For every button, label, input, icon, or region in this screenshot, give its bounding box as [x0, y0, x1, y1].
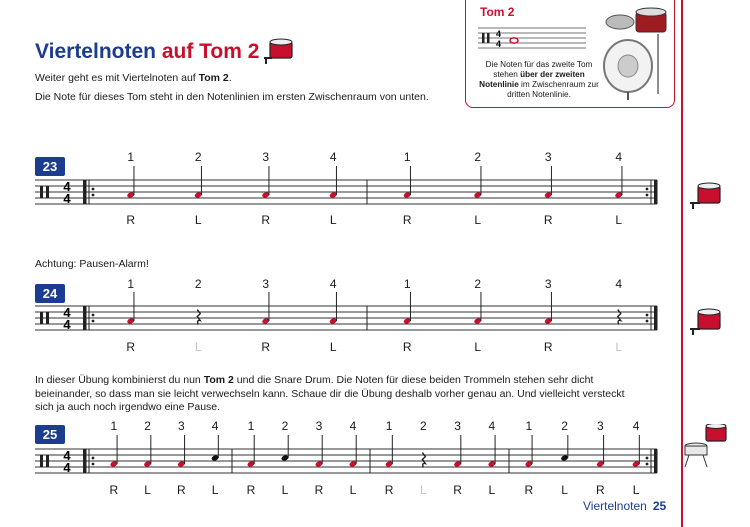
- beat-count: 2: [474, 277, 482, 291]
- sticking-letter: L: [144, 483, 151, 497]
- info-title: Tom 2: [480, 5, 515, 19]
- sticking-letter: L: [615, 213, 623, 227]
- sticking-letter: R: [596, 483, 605, 497]
- time-signature-top: 4: [63, 179, 71, 194]
- sticking-letter: R: [126, 340, 136, 354]
- sticking-letter: L: [632, 483, 640, 497]
- beat-count: 3: [262, 150, 270, 164]
- beat-count: 2: [144, 419, 151, 433]
- beat-count: 1: [110, 419, 118, 433]
- sticking-letter: R: [314, 483, 324, 497]
- page-footer: [583, 499, 666, 513]
- beat-count: 4: [349, 419, 357, 433]
- tom-drum-icon: [688, 182, 722, 210]
- time-signature-bottom: 4: [63, 317, 71, 332]
- beat-count: 3: [315, 419, 323, 433]
- sticking-letter: L: [474, 213, 482, 227]
- sticking-letter: L: [420, 483, 427, 497]
- snare-and-tom-icon: [680, 424, 730, 468]
- sticking-letter: R: [246, 483, 256, 497]
- sticking-letter: R: [524, 483, 534, 497]
- beat-count: 4: [632, 419, 640, 433]
- pause-alert-label: Achtung: Pausen-Alarm!: [35, 258, 149, 270]
- time-signature-top: 4: [63, 448, 71, 463]
- page-number: 25: [652, 499, 667, 513]
- repeat-dot: [92, 463, 95, 466]
- exercise-number-24: 24: [35, 284, 65, 303]
- sticking-letter: L: [349, 483, 357, 497]
- beat-count: 3: [178, 419, 185, 433]
- exercise-25-paragraph: In dieser Übung kombinierst du nun Tom 2 und die Snare Drum. Die Noten für diese beiden Trommeln stehen sehr dicht beieinander, so dass man sie leicht verwechseln kann. Schaue dir die Übung deshalb vorher genau an. Und vielleicht versteckt sich ja auch noch irgendwo eine Pause.: [35, 374, 625, 413]
- beat-count: 3: [544, 277, 552, 291]
- percussion-clef-bar: [46, 455, 49, 467]
- beat-count: 1: [127, 150, 135, 164]
- page-edge-line: [681, 0, 683, 527]
- sticking-letter: R: [261, 340, 271, 354]
- exercise-number-25: 25: [35, 425, 65, 444]
- svg-text:4: 4: [496, 39, 502, 49]
- sticking-letter: R: [126, 213, 136, 227]
- beat-count: 2: [194, 277, 202, 291]
- beat-count: 2: [281, 419, 289, 433]
- sticking-letter: L: [211, 483, 219, 497]
- time-signature-top: 4: [63, 305, 71, 320]
- beat-count: 4: [615, 150, 623, 164]
- sticking-letter: R: [543, 340, 553, 354]
- sticking-letter: R: [453, 483, 462, 497]
- sticking-letter: R: [109, 483, 119, 497]
- repeat-end-thick: [654, 449, 658, 473]
- repeat-dot: [646, 463, 649, 466]
- beat-count: 2: [474, 150, 482, 164]
- beat-count: 4: [329, 150, 337, 164]
- tom-drum-icon: [688, 308, 722, 336]
- beat-count: 4: [211, 419, 219, 433]
- beat-count: 2: [420, 419, 427, 433]
- sticking-letter: L: [194, 340, 202, 354]
- sticking-letter: L: [615, 340, 623, 354]
- beat-count: 3: [262, 277, 270, 291]
- beat-count: 2: [561, 419, 568, 433]
- repeat-dot: [92, 457, 95, 460]
- title-part-2: auf Tom 2: [161, 40, 260, 63]
- sticking-letter: L: [474, 340, 482, 354]
- repeat-dot: [646, 457, 649, 460]
- beat-count: 4: [329, 277, 337, 291]
- beat-count: 2: [194, 150, 202, 164]
- sticking-letter: R: [261, 213, 271, 227]
- beat-count: 4: [488, 419, 496, 433]
- footer-section: Viertelnoten: [583, 499, 647, 513]
- beat-count: 3: [597, 419, 604, 433]
- beat-count: 1: [403, 277, 411, 291]
- beat-count: 1: [525, 419, 533, 433]
- sticking-letter: R: [384, 483, 394, 497]
- sticking-letter: R: [543, 213, 553, 227]
- sticking-letter: R: [402, 213, 412, 227]
- beat-count: 1: [127, 277, 135, 291]
- sticking-letter: R: [177, 483, 186, 497]
- sticking-letter: R: [402, 340, 412, 354]
- percussion-clef-bar: [40, 455, 43, 467]
- sticking-letter: L: [194, 213, 202, 227]
- beat-count: 3: [454, 419, 461, 433]
- time-signature-bottom: 4: [63, 191, 71, 206]
- sticking-letter: L: [561, 483, 568, 497]
- beat-count: 1: [247, 419, 255, 433]
- title-part-1: Viertelnoten: [35, 40, 156, 63]
- sticking-letter: L: [329, 213, 337, 227]
- repeat-start-thick: [83, 449, 87, 473]
- intro-line-1: Weiter geht es mit Viertelnoten auf Tom 2.: [35, 72, 232, 84]
- beat-count: 4: [615, 277, 623, 291]
- exercise-number-23: 23: [35, 157, 65, 176]
- time-signature-bottom: 4: [63, 460, 71, 475]
- info-text: Die Noten für das zweite Tom stehen über der zweiten Notenlinie im Zwischenraum zur dritten Notenlinie.: [479, 60, 599, 99]
- beat-count: 3: [544, 150, 552, 164]
- beat-count: 1: [403, 150, 411, 164]
- svg-text:4: 4: [496, 29, 502, 39]
- sticking-letter: L: [281, 483, 289, 497]
- intro-line-2: Die Note für dieses Tom steht in den Notenlinien im ersten Zwischenraum von unten.: [35, 91, 429, 103]
- sticking-letter: L: [488, 483, 496, 497]
- beat-count: 1: [385, 419, 393, 433]
- sticking-letter: L: [329, 340, 337, 354]
